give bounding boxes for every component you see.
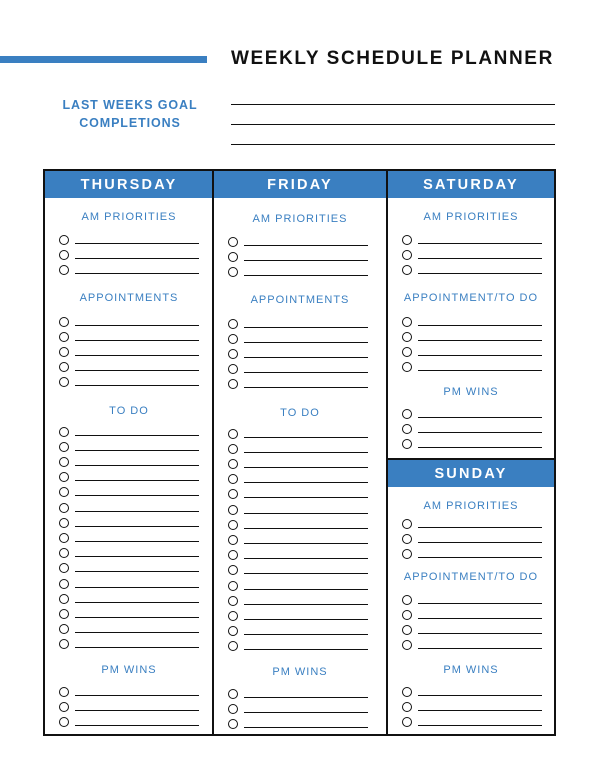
section-label-pm-wins: PM WINS <box>443 386 499 398</box>
write-line[interactable] <box>244 528 368 529</box>
checklist-item[interactable] <box>228 459 368 471</box>
write-line[interactable] <box>418 258 542 259</box>
write-line[interactable] <box>75 243 199 244</box>
section-label-to-do: TO DO <box>280 407 320 419</box>
checklist-item[interactable] <box>228 237 368 249</box>
checklist-item[interactable] <box>59 609 199 621</box>
day-header-friday: FRIDAY <box>214 171 386 198</box>
write-line[interactable] <box>75 435 199 436</box>
write-line[interactable] <box>75 710 199 711</box>
checkbox-circle-icon[interactable] <box>402 265 412 275</box>
write-line[interactable] <box>75 725 199 726</box>
write-line[interactable] <box>244 497 368 498</box>
section-label-am-priorities: AM PRIORITIES <box>423 211 519 223</box>
write-line[interactable] <box>418 273 542 274</box>
section-label-appointments: APPOINTMENTS <box>250 294 350 306</box>
checkbox-circle-icon[interactable] <box>228 364 238 374</box>
checklist-item[interactable] <box>228 334 368 346</box>
checkbox-circle-icon[interactable] <box>402 519 412 529</box>
write-line[interactable] <box>244 357 368 358</box>
checklist-item[interactable] <box>59 639 199 651</box>
checkbox-circle-icon[interactable] <box>59 457 69 467</box>
checkbox-circle-icon[interactable] <box>228 252 238 262</box>
checklist-item[interactable] <box>228 550 368 562</box>
page-title: WEEKLY SCHEDULE PLANNER <box>231 48 554 69</box>
checkbox-circle-icon[interactable] <box>59 235 69 245</box>
checkbox-circle-icon[interactable] <box>59 377 69 387</box>
day-header-thursday: THURSDAY <box>45 171 213 198</box>
checkbox-circle-icon[interactable] <box>228 611 238 621</box>
checklist-item[interactable] <box>228 535 368 547</box>
checklist-item[interactable] <box>402 439 542 451</box>
checkbox-circle-icon[interactable] <box>59 250 69 260</box>
write-line[interactable] <box>244 619 368 620</box>
write-line[interactable] <box>244 245 368 246</box>
checkbox-circle-icon[interactable] <box>402 595 412 605</box>
write-line[interactable] <box>418 340 542 341</box>
checkbox-circle-icon[interactable] <box>402 317 412 327</box>
checkbox-circle-icon[interactable] <box>228 474 238 484</box>
write-line[interactable] <box>244 513 368 514</box>
checkbox-circle-icon[interactable] <box>59 624 69 634</box>
checkbox-circle-icon[interactable] <box>402 347 412 357</box>
checklist-item[interactable] <box>228 611 368 623</box>
checkbox-circle-icon[interactable] <box>402 640 412 650</box>
write-line[interactable] <box>418 370 542 371</box>
write-line[interactable] <box>75 273 199 274</box>
write-line[interactable] <box>418 432 542 433</box>
write-line[interactable] <box>244 604 368 605</box>
checkbox-circle-icon[interactable] <box>402 549 412 559</box>
write-line[interactable] <box>418 355 542 356</box>
checklist-item[interactable] <box>59 362 199 374</box>
checkbox-circle-icon[interactable] <box>59 362 69 372</box>
write-line[interactable] <box>244 573 368 574</box>
checkbox-circle-icon[interactable] <box>59 503 69 513</box>
checkbox-circle-icon[interactable] <box>228 429 238 439</box>
write-line[interactable] <box>75 511 199 512</box>
checklist-item[interactable] <box>59 702 199 714</box>
write-line[interactable] <box>418 325 542 326</box>
write-line[interactable] <box>418 725 542 726</box>
checklist-item[interactable] <box>59 579 199 591</box>
checklist-item[interactable] <box>228 474 368 486</box>
section-label-pm-wins: PM WINS <box>272 666 328 678</box>
write-line[interactable] <box>75 602 199 603</box>
write-line[interactable] <box>244 482 368 483</box>
checkbox-circle-icon[interactable] <box>402 702 412 712</box>
checkbox-circle-icon[interactable] <box>228 719 238 729</box>
checklist-item[interactable] <box>228 581 368 593</box>
write-line[interactable] <box>418 243 542 244</box>
write-line[interactable] <box>244 327 368 328</box>
section-label-appointments: APPOINTMENTS <box>79 292 179 304</box>
write-line[interactable] <box>75 617 199 618</box>
checklist-item[interactable] <box>228 505 368 517</box>
checkbox-circle-icon[interactable] <box>402 717 412 727</box>
checklist-item[interactable] <box>402 640 542 652</box>
checklist-item[interactable] <box>59 235 199 247</box>
checklist-item[interactable] <box>59 487 199 499</box>
checkbox-circle-icon[interactable] <box>228 581 238 591</box>
checkbox-circle-icon[interactable] <box>59 687 69 697</box>
write-line[interactable] <box>75 325 199 326</box>
checklist-item[interactable] <box>59 250 199 262</box>
accent-bar <box>0 56 207 63</box>
checklist-item[interactable] <box>402 549 542 561</box>
checklist-item[interactable] <box>59 265 199 277</box>
goal-label <box>40 96 220 132</box>
day-header-saturday: SATURDAY <box>388 171 554 198</box>
write-line[interactable] <box>418 417 542 418</box>
write-line[interactable] <box>244 342 368 343</box>
section-label-appointment-to-do: APPOINTMENT/TO DO <box>403 292 539 304</box>
write-line[interactable] <box>75 480 199 481</box>
checklist-item[interactable] <box>228 489 368 501</box>
checkbox-circle-icon[interactable] <box>228 550 238 560</box>
day-header-sunday: SUNDAY <box>388 460 554 487</box>
checklist-item[interactable] <box>402 235 542 247</box>
checklist-item[interactable] <box>59 332 199 344</box>
write-line[interactable] <box>75 340 199 341</box>
checkbox-circle-icon[interactable] <box>402 534 412 544</box>
write-line[interactable] <box>244 452 368 453</box>
checkbox-circle-icon[interactable] <box>402 687 412 697</box>
checkbox-circle-icon[interactable] <box>59 609 69 619</box>
checklist-item[interactable] <box>228 689 368 701</box>
checklist-item[interactable] <box>59 563 199 575</box>
checkbox-circle-icon[interactable] <box>228 520 238 530</box>
checkbox-circle-icon[interactable] <box>59 594 69 604</box>
write-line[interactable] <box>244 649 368 650</box>
goal-line[interactable] <box>231 124 555 125</box>
write-line[interactable] <box>75 355 199 356</box>
write-line[interactable] <box>75 495 199 496</box>
checklist-item[interactable] <box>228 252 368 264</box>
write-line[interactable] <box>244 634 368 635</box>
goal-label-line2: COMPLETIONS <box>79 116 181 130</box>
checklist-item[interactable] <box>402 687 542 699</box>
checklist-item[interactable] <box>228 626 368 638</box>
checklist-item[interactable] <box>402 250 542 262</box>
checklist-item[interactable] <box>228 596 368 608</box>
checklist-item[interactable] <box>228 429 368 441</box>
checkbox-circle-icon[interactable] <box>59 563 69 573</box>
checkbox-circle-icon[interactable] <box>59 579 69 589</box>
checklist-item[interactable] <box>402 717 542 729</box>
checklist-item[interactable] <box>59 624 199 636</box>
checkbox-circle-icon[interactable] <box>59 518 69 528</box>
checklist-item[interactable] <box>59 347 199 359</box>
write-line[interactable] <box>75 450 199 451</box>
write-line[interactable] <box>244 589 368 590</box>
section-label-pm-wins: PM WINS <box>443 664 499 676</box>
write-line[interactable] <box>75 647 199 648</box>
checkbox-circle-icon[interactable] <box>228 349 238 359</box>
checkbox-circle-icon[interactable] <box>228 459 238 469</box>
write-line[interactable] <box>418 618 542 619</box>
checkbox-circle-icon[interactable] <box>228 444 238 454</box>
write-line[interactable] <box>244 260 368 261</box>
write-line[interactable] <box>75 587 199 588</box>
checkbox-circle-icon[interactable] <box>59 533 69 543</box>
write-line[interactable] <box>418 542 542 543</box>
checklist-item[interactable] <box>402 409 542 421</box>
section-label-pm-wins: PM WINS <box>101 664 157 676</box>
checklist-item[interactable] <box>59 472 199 484</box>
section-label-am-priorities: AM PRIORITIES <box>252 213 348 225</box>
column-saturday-sunday <box>388 171 554 734</box>
section-label-am-priorities: AM PRIORITIES <box>423 500 519 512</box>
checkbox-circle-icon[interactable] <box>228 535 238 545</box>
checklist-item[interactable] <box>59 548 199 560</box>
checklist-item[interactable] <box>59 442 199 454</box>
checkbox-circle-icon[interactable] <box>59 317 69 327</box>
checklist-item[interactable] <box>59 317 199 329</box>
write-line[interactable] <box>244 387 368 388</box>
checklist-item[interactable] <box>228 565 368 577</box>
goal-label-line1: LAST WEEKS GOAL <box>62 98 198 112</box>
write-line[interactable] <box>75 465 199 466</box>
checkbox-circle-icon[interactable] <box>402 409 412 419</box>
write-line[interactable] <box>75 695 199 696</box>
checkbox-circle-icon[interactable] <box>228 704 238 714</box>
checklist-item[interactable] <box>402 534 542 546</box>
checklist-item[interactable] <box>59 533 199 545</box>
write-line[interactable] <box>244 467 368 468</box>
checklist-item[interactable] <box>402 317 542 329</box>
checkbox-circle-icon[interactable] <box>59 639 69 649</box>
checklist-item[interactable] <box>402 362 542 374</box>
goal-line[interactable] <box>231 104 555 105</box>
checklist-item[interactable] <box>59 503 199 515</box>
section-label-to-do: TO DO <box>109 405 149 417</box>
checkbox-circle-icon[interactable] <box>228 641 238 651</box>
checklist-item[interactable] <box>228 267 368 279</box>
write-line[interactable] <box>244 437 368 438</box>
checkbox-circle-icon[interactable] <box>402 250 412 260</box>
column-friday <box>212 169 388 736</box>
write-line[interactable] <box>418 527 542 528</box>
checkbox-circle-icon[interactable] <box>228 267 238 277</box>
checkbox-circle-icon[interactable] <box>402 424 412 434</box>
write-line[interactable] <box>244 543 368 544</box>
checkbox-circle-icon[interactable] <box>59 472 69 482</box>
checkbox-circle-icon[interactable] <box>59 487 69 497</box>
checklist-item[interactable] <box>59 594 199 606</box>
checklist-item[interactable] <box>402 625 542 637</box>
checklist-item[interactable] <box>402 519 542 531</box>
checkbox-circle-icon[interactable] <box>402 610 412 620</box>
checkbox-circle-icon[interactable] <box>402 625 412 635</box>
checkbox-circle-icon[interactable] <box>228 565 238 575</box>
write-line[interactable] <box>244 275 368 276</box>
checkbox-circle-icon[interactable] <box>59 442 69 452</box>
write-line[interactable] <box>75 526 199 527</box>
checkbox-circle-icon[interactable] <box>228 505 238 515</box>
checklist-item[interactable] <box>228 641 368 653</box>
write-line[interactable] <box>418 695 542 696</box>
checklist-item[interactable] <box>402 347 542 359</box>
write-line[interactable] <box>418 603 542 604</box>
checkbox-circle-icon[interactable] <box>228 319 238 329</box>
write-line[interactable] <box>418 648 542 649</box>
checklist-item[interactable] <box>59 687 199 699</box>
checklist-item[interactable] <box>228 520 368 532</box>
write-line[interactable] <box>75 556 199 557</box>
checkbox-circle-icon[interactable] <box>228 489 238 499</box>
checkbox-circle-icon[interactable] <box>402 439 412 449</box>
checkbox-circle-icon[interactable] <box>59 265 69 275</box>
checklist-item[interactable] <box>228 364 368 376</box>
write-line[interactable] <box>75 258 199 259</box>
section-label-appointment-to-do: APPOINTMENT/TO DO <box>403 571 539 583</box>
write-line[interactable] <box>75 632 199 633</box>
checkbox-circle-icon[interactable] <box>402 362 412 372</box>
checklist-item[interactable] <box>402 595 542 607</box>
checkbox-circle-icon[interactable] <box>402 235 412 245</box>
checkbox-circle-icon[interactable] <box>59 548 69 558</box>
checklist-item[interactable] <box>59 427 199 439</box>
checkbox-circle-icon[interactable] <box>59 332 69 342</box>
planner-grid <box>43 169 556 736</box>
checklist-item[interactable] <box>402 265 542 277</box>
checkbox-circle-icon[interactable] <box>228 689 238 699</box>
checklist-item[interactable] <box>228 319 368 331</box>
column-thursday <box>45 171 213 734</box>
write-line[interactable] <box>75 370 199 371</box>
checkbox-circle-icon[interactable] <box>59 717 69 727</box>
write-line[interactable] <box>244 712 368 713</box>
checklist-item[interactable] <box>228 379 368 391</box>
write-line[interactable] <box>75 541 199 542</box>
write-line[interactable] <box>75 571 199 572</box>
checklist-item[interactable] <box>402 610 542 622</box>
goal-line[interactable] <box>231 144 555 145</box>
checklist-item[interactable] <box>59 377 199 389</box>
checklist-item[interactable] <box>59 518 199 530</box>
checklist-item[interactable] <box>402 332 542 344</box>
checklist-item[interactable] <box>228 349 368 361</box>
checkbox-circle-icon[interactable] <box>59 702 69 712</box>
checkbox-circle-icon[interactable] <box>228 596 238 606</box>
write-line[interactable] <box>244 697 368 698</box>
checkbox-circle-icon[interactable] <box>228 237 238 247</box>
checkbox-circle-icon[interactable] <box>59 347 69 357</box>
checkbox-circle-icon[interactable] <box>228 379 238 389</box>
checklist-item[interactable] <box>402 424 542 436</box>
checklist-item[interactable] <box>402 702 542 714</box>
write-line[interactable] <box>244 558 368 559</box>
checklist-item[interactable] <box>59 457 199 469</box>
write-line[interactable] <box>418 710 542 711</box>
write-line[interactable] <box>418 633 542 634</box>
checkbox-circle-icon[interactable] <box>228 626 238 636</box>
checkbox-circle-icon[interactable] <box>402 332 412 342</box>
write-line[interactable] <box>244 727 368 728</box>
section-label-am-priorities: AM PRIORITIES <box>81 211 177 223</box>
write-line[interactable] <box>75 385 199 386</box>
checkbox-circle-icon[interactable] <box>228 334 238 344</box>
checklist-item[interactable] <box>228 444 368 456</box>
checklist-item[interactable] <box>59 717 199 729</box>
write-line[interactable] <box>418 557 542 558</box>
checklist-item[interactable] <box>228 719 368 731</box>
write-line[interactable] <box>244 372 368 373</box>
write-line[interactable] <box>418 447 542 448</box>
checklist-item[interactable] <box>228 704 368 716</box>
checkbox-circle-icon[interactable] <box>59 427 69 437</box>
